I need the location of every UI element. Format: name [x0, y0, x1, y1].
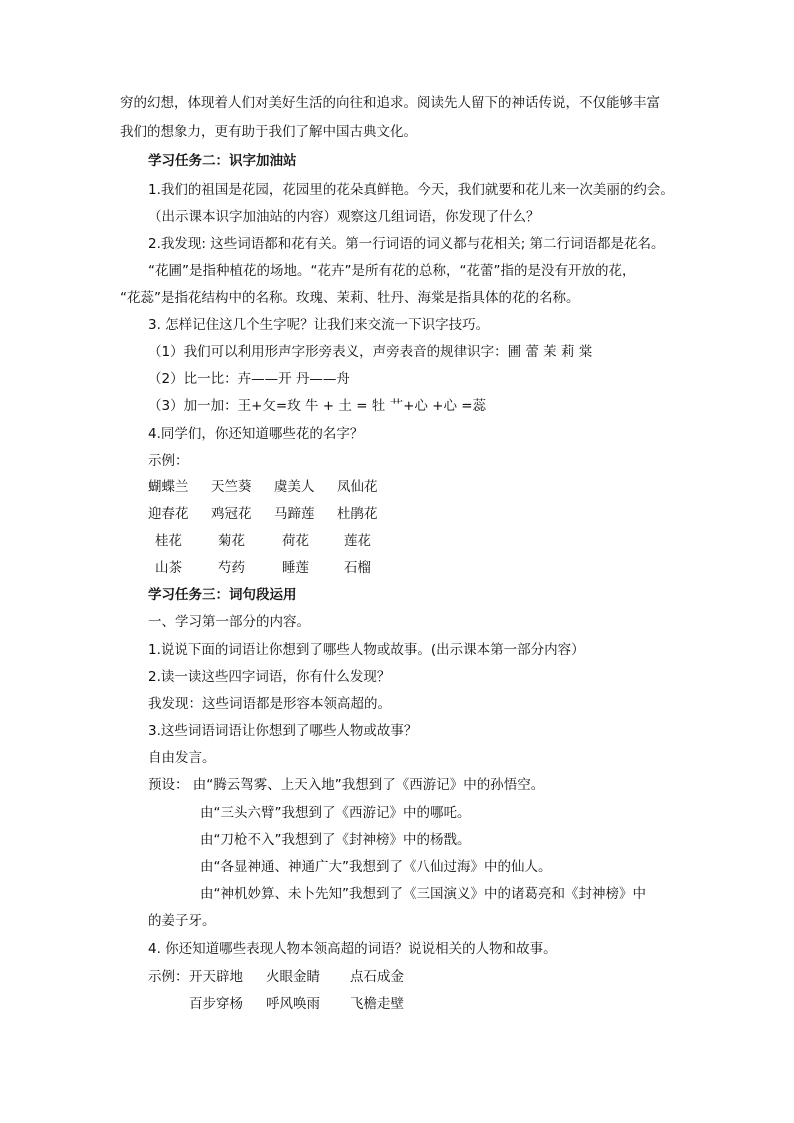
idiom: 点石成金 — [350, 969, 404, 985]
paragraph-line: 我们的想象力，更有助于我们了解中国古典文化。 — [120, 124, 417, 140]
paragraph-line: （出示课本识字加油站的内容）观察这几组词语，你发现了什么？ — [148, 209, 540, 225]
flower-name: 迎春花 — [148, 506, 189, 522]
flower-name: 菊花 — [218, 533, 245, 549]
paragraph-line: 自由发言。 — [148, 750, 216, 766]
flower-name: 芍药 — [218, 560, 245, 576]
flower-name: 杜鹃花 — [337, 506, 378, 522]
paragraph-line: （3）加一加：王+攵=玫 牛 + 土 = 牡 ⺾+心 +心 =蕊 — [148, 398, 487, 414]
flower-name: 蝴蝶兰 — [148, 479, 189, 495]
paragraph-line: 1.说说下面的词语让你想到了哪些人物或故事。(出示课本第一部分内容） — [148, 642, 585, 658]
paragraph-line: 我发现：这些词语都是形容本领高超的。 — [148, 696, 391, 712]
paragraph-line: 由“神机妙算、未卜先知”我想到了《三国演义》中的诸葛亮和《封神榜》中 — [200, 886, 646, 902]
flower-name: 鸡冠花 — [211, 506, 252, 522]
section-heading: 学习任务三：词句段运用 — [148, 587, 297, 603]
paragraph-line: 预设： 由“腾云驾雾、上天入地”我想到了《西游记》中的孙悟空。 — [148, 777, 545, 793]
paragraph-line: “花圃”是指种植花的场地。“花卉”是所有花的总称，“花蕾”指的是没有开放的花， — [148, 263, 636, 279]
flower-name: 石榴 — [344, 560, 371, 576]
flower-name: 虞美人 — [274, 479, 315, 495]
flower-name: 睡莲 — [282, 560, 309, 576]
example-label: 示例： — [148, 453, 189, 469]
paragraph-line: 4.同学们，你还知道哪些花的名字？ — [148, 426, 364, 442]
example-label: 示例： — [148, 969, 189, 985]
paragraph-line: 3. 怎样记住这几个生字呢？让我们来交流一下识字技巧。 — [148, 317, 490, 333]
paragraph-line: 由“各显神通、神通广大”我想到了《八仙过海》中的仙人。 — [200, 859, 552, 875]
flower-name: 荷花 — [282, 533, 309, 549]
paragraph-line: 穷的幻想，体现着人们对美好生活的向往和追求。阅读先人留下的神话传说，不仅能够丰富 — [120, 95, 660, 111]
flower-name: 莲花 — [344, 533, 371, 549]
idiom: 呼风唤雨 — [266, 996, 320, 1012]
flower-name: 天竺葵 — [211, 479, 252, 495]
paragraph-line: 3.这些词语词语让你想到了哪些人物或故事？ — [148, 723, 418, 739]
paragraph-line: 由“三头六臂”我想到了《西游记》中的哪吒。 — [200, 805, 471, 821]
paragraph-line: 一、学习第一部分的内容。 — [148, 614, 310, 630]
paragraph-line: （1）我们可以利用形声字形旁表义，声旁表音的规律识字：圃 蕾 茉 莉 棠 — [148, 344, 593, 360]
paragraph-line: “花蕊”是指花结构中的名称。玫瑰、茉莉、牡丹、海棠是指具体的花的名称。 — [120, 290, 580, 306]
flower-name: 马蹄莲 — [274, 506, 315, 522]
paragraph-line: 由“刀枪不入”我想到了《封神榜》中的杨戬。 — [200, 832, 471, 848]
flower-name: 桂花 — [155, 533, 182, 549]
idiom: 飞檐走壁 — [350, 996, 404, 1012]
flower-name: 山茶 — [155, 560, 182, 576]
idiom: 开天辟地 — [189, 969, 243, 985]
idiom: 火眼金睛 — [266, 969, 320, 985]
paragraph-line: 2.读一读这些四字词语，你有什么发现？ — [148, 669, 391, 685]
paragraph-line: 1.我们的祖国是花园，花园里的花朵真鲜艳。今天，我们就要和花儿来一次美丽的约会。 — [148, 182, 674, 198]
idiom: 百步穿杨 — [189, 996, 243, 1012]
paragraph-line: 4. 你还知道哪些表现人物本领高超的词语？说说相关的人物和故事。 — [148, 941, 557, 957]
paragraph-line: 的姜子牙。 — [148, 913, 216, 929]
paragraph-line: 2.我发现: 这些词语都和花有关。第一行词语的词义都与花相关; 第二行词语都是花名。 — [148, 236, 665, 252]
paragraph-line: （2）比一比：卉——开 丹——舟 — [148, 371, 350, 387]
flower-name: 凤仙花 — [337, 479, 378, 495]
section-heading: 学习任务二：识字加油站 — [148, 153, 297, 169]
